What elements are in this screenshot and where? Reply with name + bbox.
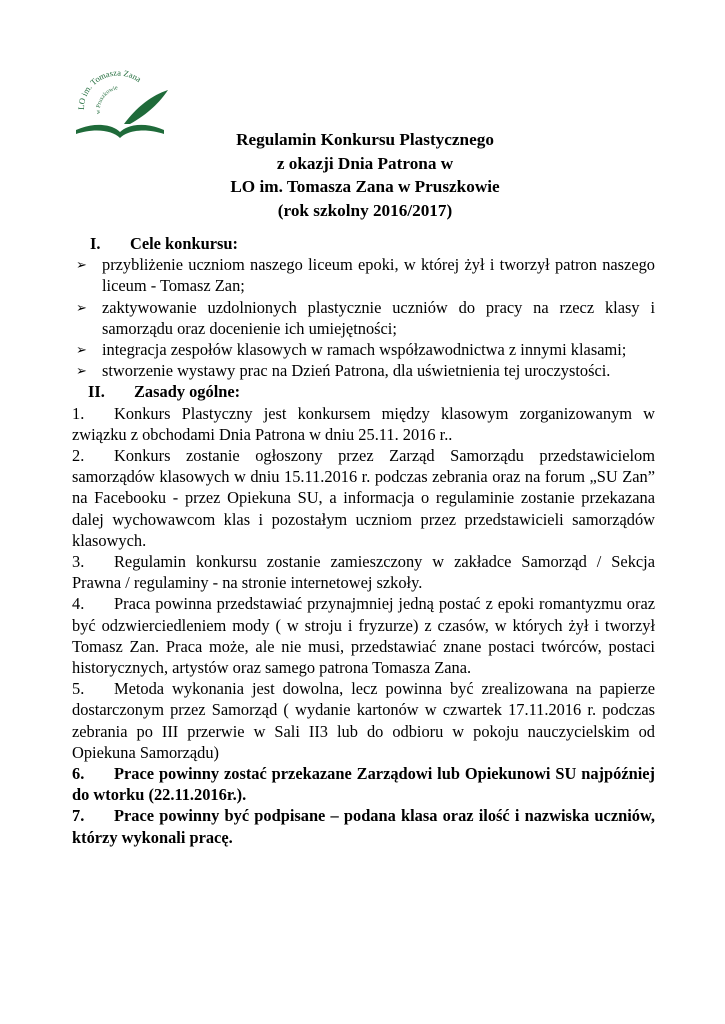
bullet-text: stworzenie wystawy prac na Dzień Patrona, dla uświetnienia tej uroczystości. <box>102 361 611 381</box>
item-text: Prace powinny być podpisane – podana klasa oraz ilość i nazwiska uczniów, którzy wykonali pracę. <box>72 806 655 847</box>
list-item <box>72 297 655 339</box>
item-text: Konkurs zostanie ogłoszony przez Zarząd Samorządu przedstawicielom samorządów klasowych w dniu 15.11.2016 r. podczas zebrania oraz na forum „SU Zan” na Facebooku - przez Opiekuna SU, a informacja o regulaminie zostanie przekazana dalej wychowawcom klas i pozostałym uczniom przez przedstawicieli samorządów klasowych. <box>72 446 655 550</box>
title-line-1: Regulamin Konkursu Plastycznego <box>236 130 494 149</box>
item-text: Regulamin konkursu zostanie zamieszczony w zakładce Samorząd / Sekcja Prawna / regulaminy - na stronie internetowej szkoły. <box>72 552 655 593</box>
bullet-text: integracja zespołów klasowych w ramach współzawodnictwa z innymi klasami; <box>102 340 627 360</box>
list-item <box>72 339 655 360</box>
title-line-3: LO im. Tomasza Zana w Pruszkowie <box>230 177 500 196</box>
numbered-item-bold <box>72 805 655 847</box>
numbered-item <box>72 678 655 763</box>
item-number: 7. <box>72 806 85 826</box>
numbered-item <box>72 403 655 445</box>
numbered-item <box>72 445 655 551</box>
list-item <box>72 254 655 296</box>
logo-text-town: w Pruszkowie <box>95 85 119 115</box>
section-title: Cele konkursu: <box>130 234 238 253</box>
title-line-2: z okazji Dnia Patrona w <box>276 153 454 173</box>
document-title <box>130 128 600 222</box>
item-number: 3. <box>72 552 85 572</box>
section-title: Zasady ogólne: <box>134 382 241 402</box>
arrow-bullet-icon: ➢ <box>76 342 87 358</box>
item-number: 4. <box>72 594 85 614</box>
logo-text-school: LO im. Tomasza Zana <box>75 68 144 111</box>
item-text: Praca powinna przedstawiać przynajmniej jedną postać z epoki romantyzmu oraz być odzwierciedleniem mody ( w stroju i fryzurze) z czasów, w których żył i tworzył Tomasz Zan. Praca może, ale nie musi, przedstawiać znane postaci twórców, postaci historycznych, artystów oraz samego patrona Tomasza Zana. <box>72 594 655 678</box>
arrow-bullet-icon: ➢ <box>76 257 87 273</box>
item-number: 6. <box>72 764 85 784</box>
item-text: Konkurs Plastyczny jest konkursem między klasowym zorganizowanym w związku z obchodami Dnia Patrona w dniu 25.11. 2016 r.. <box>72 403 655 444</box>
numbered-item <box>72 593 655 678</box>
list-item <box>72 360 655 381</box>
section-number: I. <box>90 234 101 253</box>
title-line-4: (rok szkolny 2016/2017) <box>277 200 453 220</box>
arrow-bullet-icon: ➢ <box>76 363 87 379</box>
bullet-text: przybliżenie uczniom naszego liceum epoki, w której żył i tworzył patron naszego liceum - Tomasz Zan; <box>102 255 655 296</box>
section-heading-rules <box>72 381 655 402</box>
item-text: Prace powinny zostać przekazane Zarządowi lub Opiekunowi SU najpóźniej do wtorku (22.11.2016r.). <box>72 764 655 805</box>
document-body <box>72 233 655 848</box>
section-heading-goals <box>72 233 655 254</box>
numbered-item-bold <box>72 763 655 805</box>
arrow-bullet-icon: ➢ <box>76 299 87 315</box>
item-number: 2. <box>72 446 85 466</box>
svg-text:w Pruszkowie <box>96 85 119 114</box>
item-number: 1. <box>72 403 85 423</box>
numbered-item <box>72 551 655 593</box>
item-text: Metoda wykonania jest dowolna, lecz powinna być zrealizowana na papierze dostarczonym przez Samorząd ( wydanie kartonów w czwartek 17.11.2016 r. podczas zebrania po III przerwie w Sali II3 lub do odbioru w pokoju nauczycielskim od Opiekuna Samorządu) <box>72 679 655 762</box>
quill-icon <box>124 90 168 124</box>
bullet-text: zaktywowanie uzdolnionych plastycznie uczniów do pracy na rzecz klasy i samorządu oraz docenienie ich umiejętności; <box>102 297 655 338</box>
section-number: II. <box>88 382 105 402</box>
item-number: 5. <box>72 679 85 699</box>
